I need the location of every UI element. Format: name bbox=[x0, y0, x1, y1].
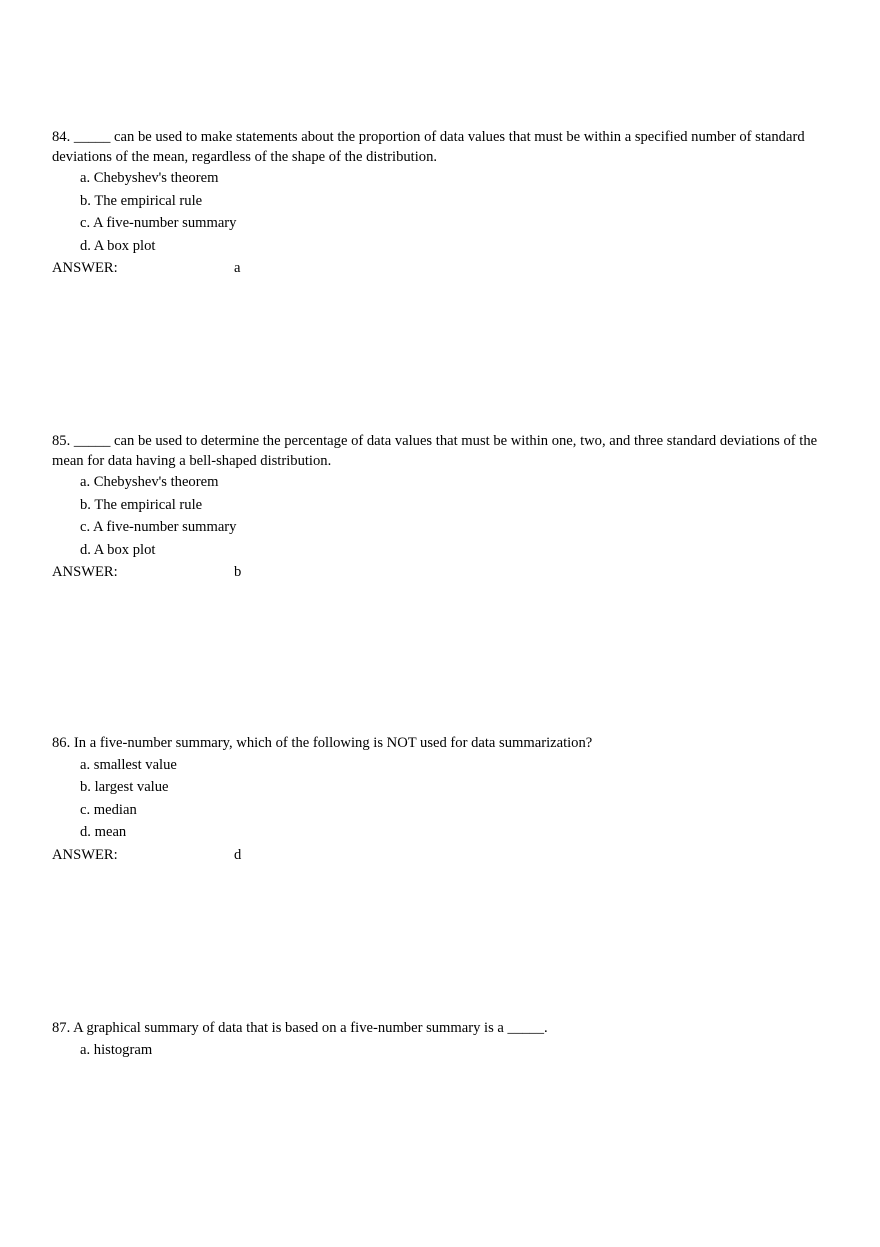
option-list bbox=[52, 754, 822, 844]
option-text: median bbox=[93, 801, 137, 818]
option-letter: a. bbox=[80, 1041, 91, 1058]
option-text: A box plot bbox=[93, 541, 156, 558]
question-number: 86. bbox=[52, 735, 71, 751]
option-text: largest value bbox=[94, 779, 169, 795]
option-list bbox=[52, 471, 822, 561]
option-d bbox=[52, 821, 822, 844]
option-list bbox=[52, 167, 822, 257]
option-letter: c. bbox=[80, 519, 91, 535]
option-c bbox=[52, 799, 822, 822]
option-letter: d. bbox=[80, 541, 91, 558]
answer-value: a bbox=[234, 260, 241, 276]
question-stem bbox=[52, 1019, 822, 1039]
question-85 bbox=[52, 432, 822, 584]
answer-value: d bbox=[234, 846, 242, 863]
option-letter: b. bbox=[80, 496, 91, 513]
option-c bbox=[52, 212, 822, 235]
answer-row bbox=[52, 257, 822, 280]
question-stem bbox=[52, 128, 822, 167]
answer-label: ANSWER: bbox=[52, 260, 118, 276]
option-text: The empirical rule bbox=[94, 496, 203, 513]
option-text: A box plot bbox=[93, 237, 156, 254]
option-text: histogram bbox=[93, 1041, 153, 1058]
option-text: Chebyshev's theorem bbox=[93, 170, 219, 186]
question-text: A graphical summary of data that is based on a five-number summary is a _____. bbox=[73, 1020, 548, 1036]
answer-row bbox=[52, 561, 822, 584]
question-text: _____ can be used to make statements about the proportion of data values that must be within a specified number of standard deviations of the mean, regardless of the shape of the distribution. bbox=[52, 129, 805, 165]
option-c bbox=[52, 516, 822, 539]
answer-label: ANSWER: bbox=[52, 564, 118, 580]
answer-row bbox=[52, 844, 822, 867]
option-text: mean bbox=[94, 824, 127, 840]
option-b bbox=[52, 494, 822, 517]
question-text: _____ can be used to determine the percentage of data values that must be within one, two, and three standard deviations of the mean for data having a bell-shaped distribution. bbox=[52, 433, 818, 469]
option-letter: c. bbox=[80, 215, 91, 231]
question-87 bbox=[52, 1019, 822, 1061]
option-letter: a. bbox=[80, 170, 91, 186]
option-text: The empirical rule bbox=[94, 192, 203, 209]
option-list bbox=[52, 1039, 822, 1062]
answer-label: ANSWER: bbox=[52, 846, 118, 863]
option-letter: d. bbox=[80, 824, 91, 840]
question-86 bbox=[52, 734, 822, 867]
option-text: A five-number summary bbox=[92, 215, 237, 231]
option-a bbox=[52, 471, 822, 494]
question-number: 85. bbox=[52, 433, 71, 449]
option-letter: b. bbox=[80, 192, 91, 209]
option-d bbox=[52, 539, 822, 562]
option-letter: d. bbox=[80, 237, 91, 254]
option-text: A five-number summary bbox=[92, 519, 237, 535]
question-number: 87. bbox=[52, 1020, 71, 1036]
option-a bbox=[52, 167, 822, 190]
question-stem bbox=[52, 432, 822, 471]
question-stem bbox=[52, 734, 822, 754]
question-number: 84. bbox=[52, 129, 71, 145]
option-letter: a. bbox=[80, 756, 91, 773]
option-d bbox=[52, 235, 822, 258]
option-a bbox=[52, 754, 822, 777]
option-letter: c. bbox=[80, 801, 91, 818]
option-text: Chebyshev's theorem bbox=[93, 474, 219, 490]
option-letter: a. bbox=[80, 474, 91, 490]
option-text: smallest value bbox=[93, 756, 177, 773]
option-b bbox=[52, 190, 822, 213]
answer-value: b bbox=[234, 564, 242, 580]
question-text: In a five-number summary, which of the following is NOT used for data summarization? bbox=[73, 735, 593, 751]
option-letter: b. bbox=[80, 779, 91, 795]
option-b bbox=[52, 776, 822, 799]
question-84 bbox=[52, 128, 822, 280]
option-a bbox=[52, 1039, 822, 1062]
